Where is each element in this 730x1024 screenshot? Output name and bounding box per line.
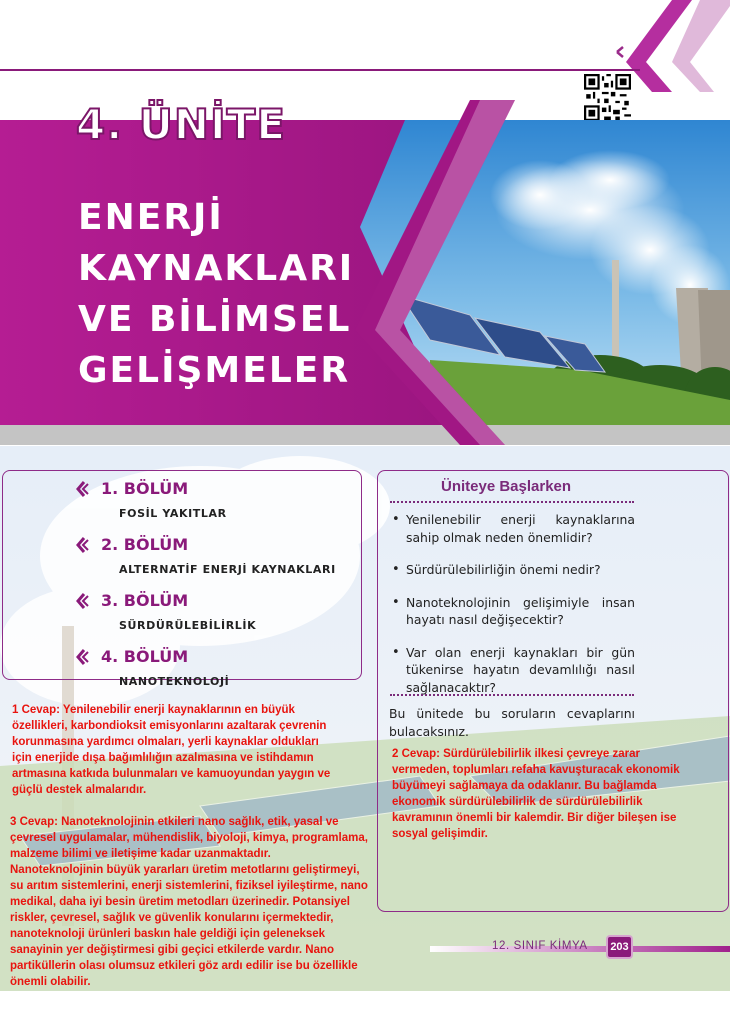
answer-line: sosyal gelişimdir.: [392, 828, 488, 840]
answer-line: özellikleri, karbondioksit emisyonlarını azaltarak çevrenin: [12, 720, 327, 732]
title-line: GELİŞMELER: [78, 350, 351, 391]
answer-2: [392, 746, 680, 842]
small-arrow-icon: [617, 47, 623, 57]
unit-main-title: [78, 192, 378, 396]
answer-line: sanayinin yer değiştirmesi gibi geçici etkilerde vardır. Nano: [10, 944, 335, 956]
answer-line: Nanoteknolojinin büyük yararları üretim metotlarını geliştirmeyi,: [10, 864, 360, 876]
list-item: • Yenilenebilir enerji kaynaklarına sahip olmak neden önemlidir?: [392, 511, 635, 546]
chapter-2[interactable]: [75, 535, 336, 576]
chapter-1[interactable]: [75, 479, 227, 520]
chapter-arrow-icon: [75, 592, 93, 610]
chapter-arrow-icon: [75, 648, 93, 666]
list-item: • Nanoteknolojinin gelişimiyle insan hayatı nasıl değişecektir?: [392, 594, 635, 629]
answer-line: malzeme bilimi ve iletişime kadar uzanmaktadır.: [10, 848, 271, 860]
chapter-3[interactable]: [75, 591, 256, 632]
chapter-label: 1. BÖLÜM: [101, 479, 189, 498]
answer-line: 2 Cevap: Sürdürülebilirlik ilkesi çevreye zarar: [392, 748, 641, 760]
answer-line: riskler, çevresel, sağlık ve güvenlik konularını içermektedir,: [10, 912, 334, 924]
answer-line: ekonomik sürdürülebilirlik de sürdürülebilirlik: [392, 796, 643, 808]
answer-line: çevresel uygulamalar, mühendislik, biyoloji, kimya, programlama,: [10, 832, 368, 844]
intro-closing: Bu ünitede bu soruların cevaplarını bulacaksınız.: [389, 706, 635, 739]
chapter-arrow-icon: [75, 480, 93, 498]
unit-title: 4. ÜNİTE: [76, 100, 287, 149]
list-item: • Sürdürülebilirliğin önemi nedir?: [392, 561, 635, 579]
chapter-arrow-icon: [75, 536, 93, 554]
answer-3: [10, 814, 368, 990]
answer-line: medikal, daha iyi besin üretim metodları üzerinedir. Potansiyel: [10, 896, 350, 908]
answer-line: için enerjide dışa bağımlılığın azalmasına ve istihdamın: [12, 752, 314, 764]
chapter-4[interactable]: [75, 647, 229, 688]
footer-course-label: 12. SINIF KİMYA: [492, 940, 588, 952]
answer-line: nanoteknoloji ürünleri baskın hale geldiği için geleneksek: [10, 928, 326, 940]
answer-1: [12, 702, 330, 798]
chapter-label: 3. BÖLÜM: [101, 591, 189, 610]
answer-line: 1 Cevap: Yenilenebilir enerji kaynaklarının en büyük: [12, 704, 295, 716]
chapter-subtitle: FOSİL YAKITLAR: [119, 507, 227, 520]
question-list: [392, 511, 635, 711]
chapter-label: 2. BÖLÜM: [101, 535, 189, 554]
answer-line: önemli olabilir.: [10, 976, 91, 988]
title-line: VE BİLİMSEL: [78, 299, 352, 340]
answer-line: 3 Cevap: Nanoteknolojinin etkileri nano sağlık, etik, yasal ve: [10, 816, 339, 828]
chapter-label: 4. BÖLÜM: [101, 647, 189, 666]
chapter-subtitle: NANOTEKNOLOJİ: [119, 675, 230, 688]
page-number: 203: [606, 935, 633, 959]
header-rule: [0, 69, 640, 71]
title-line: ENERJİ: [78, 197, 224, 238]
dotted-divider: [390, 694, 634, 696]
chapter-subtitle: ALTERNATİF ENERJİ KAYNAKLARI: [119, 563, 336, 576]
answer-line: vermeden, toplumları refaha kavuşturacak ekonomik: [392, 764, 680, 776]
answer-line: kavramının önemli bir kalemdir. Bir diğer bileşen ise: [392, 812, 677, 824]
intro-title: Üniteye Başlarken: [441, 478, 572, 495]
title-line: KAYNAKLARI: [78, 248, 355, 289]
answer-line: su arıtım sistemlerini, enerji sistemlerini, fiziksel iyileştirme, nano: [10, 880, 368, 892]
answer-line: artmasına katkıda bulunmaları ve kamuoyundan yaygın ve: [12, 768, 331, 780]
answer-line: büyümeyi sağlamaya da odaklanır. Bu bağlamda: [392, 780, 657, 792]
chapters-box: [2, 470, 362, 688]
chapter-subtitle: SÜRDÜRÜLEBİLİRLİK: [119, 619, 257, 632]
list-item: • Var olan enerji kaynakları bir gün tükenirse hayatın devamlılığı nasıl sağlanacaktır?: [392, 644, 635, 697]
answer-line: korunmasına yardımcı olmaları, yerli kaynaklar oldukları: [12, 736, 319, 748]
dotted-divider: [390, 501, 634, 503]
answer-line: partiküllerin olası olumsuz etkileri göz ardı edilir ise bu özellikle: [10, 960, 358, 972]
answer-line: güçlü destek almalarıdır.: [12, 784, 147, 796]
